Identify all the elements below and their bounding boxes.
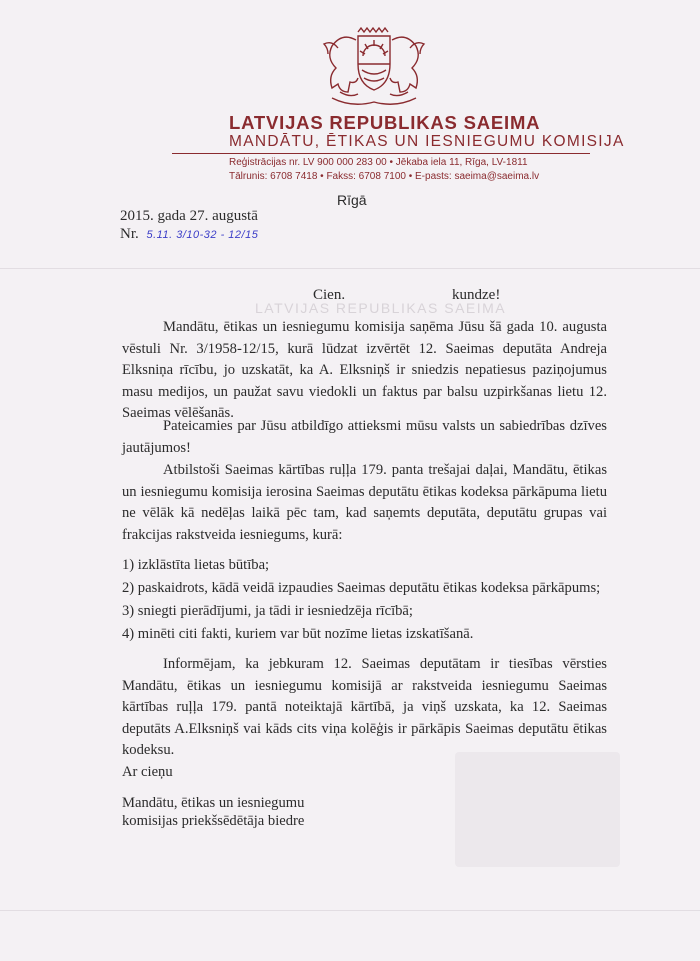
- registration-address-line: Reģistrācijas nr. LV 900 000 283 00 • Jēkaba iela 11, Rīga, LV-1811: [229, 157, 528, 168]
- list-item: 3) sniegti pierādījumi, ja tādi ir iesniedzēja rīcībā;: [122, 603, 413, 619]
- show-through-watermark: LATVIJAS REPUBLIKAS SAEIMA: [255, 300, 507, 316]
- body-paragraph-1: Mandātu, ētikas un iesniegumu komisija saņēma Jūsu šā gada 10. augusta vēstuli Nr. 3/1958-12/15, kurā lūdzat izvērtēt 12. Saeimas deputāta Andreja Elksniņa rīcību, jo uzskatāt, ka A. Elksniņš ir sniedzis nepatiesus paziņojumus masu medijos, un paužat savu viedokli un faktus par balsu uzpirkšanas lietu 12. Saeimas vēlēšanās.: [122, 319, 607, 422]
- paper-fold: [0, 268, 700, 269]
- paper-fold: [0, 910, 700, 911]
- redacted-signature-area: [455, 752, 620, 867]
- list-item: 4) minēti citi fakti, kuriem var būt nozīme lietas izskatīšanā.: [122, 626, 474, 642]
- coat-of-arms-icon: [318, 26, 430, 110]
- signatory-title-line2: komisijas priekšsēdētāja biedre: [122, 813, 305, 829]
- signatory-title-line1: Mandātu, ētikas un iesniegumu: [122, 795, 305, 811]
- handwritten-reference: 5.11. 3/10-32 - 12/15: [146, 229, 259, 241]
- body-paragraph-3: Atbilstoši Saeimas kārtības ruļļa 179. panta trešajai daļai, Mandātu, ētikas un iesniegumu komisija ierosina Saeimas deputātu ētikas kodeksa pārkāpuma lietu ne vēlāk kā nedēļas laikā pēc tam, kad saņemts deputāta, deputātu grupas vai frakcijas rakstveida iesniegums, kurā:: [122, 462, 607, 543]
- closing: Ar cieņu: [122, 764, 173, 780]
- institution-title: LATVIJAS REPUBLIKAS SAEIMA: [229, 112, 541, 133]
- letterhead-divider: [172, 153, 590, 154]
- committee-name: MANDĀTU, ĒTIKAS UN IESNIEGUMU KOMISIJA: [229, 133, 625, 150]
- body-paragraph-4: Informējam, ka jebkuram 12. Saeimas deputātam ir tiesības vērsties Mandātu, ētikas un iesniegumu komisijā ar rakstveida iesniegumu Saeimas kārtības ruļļa 179. pantā noteiktajā kārtībā, ja viņš uzskata, ka 12. Saeimas deputāts A.Elksniņš vai kāds cits viņa kolēģis ir pārkāpis Saeimas deputātu ētikas kodeksu.: [122, 656, 607, 759]
- list-item: 1) izklāstīta lietas būtība;: [122, 557, 270, 573]
- city: Rīgā: [337, 192, 367, 208]
- body-paragraph-2: Pateicamies par Jūsu atbildīgo attieksmi mūsu valsts un sabiedrības dzīves jautājumos!: [122, 418, 607, 456]
- list-item: 2) paskaidrots, kādā veidā izpaudies Saeimas deputātu ētikas kodeksa pārkāpums;: [122, 580, 601, 596]
- letter-date: 2015. gada 27. augustā: [120, 208, 258, 224]
- reference-number-label: Nr.: [120, 226, 139, 242]
- salutation-title: kundze!: [452, 287, 501, 303]
- reference-number: [120, 226, 258, 243]
- salutation-greeting: Cien.: [313, 287, 346, 303]
- phone-email-line: Tālrunis: 6708 7418 • Fakss: 6708 7100 • E-pasts: saeima@saeima.lv: [229, 171, 540, 182]
